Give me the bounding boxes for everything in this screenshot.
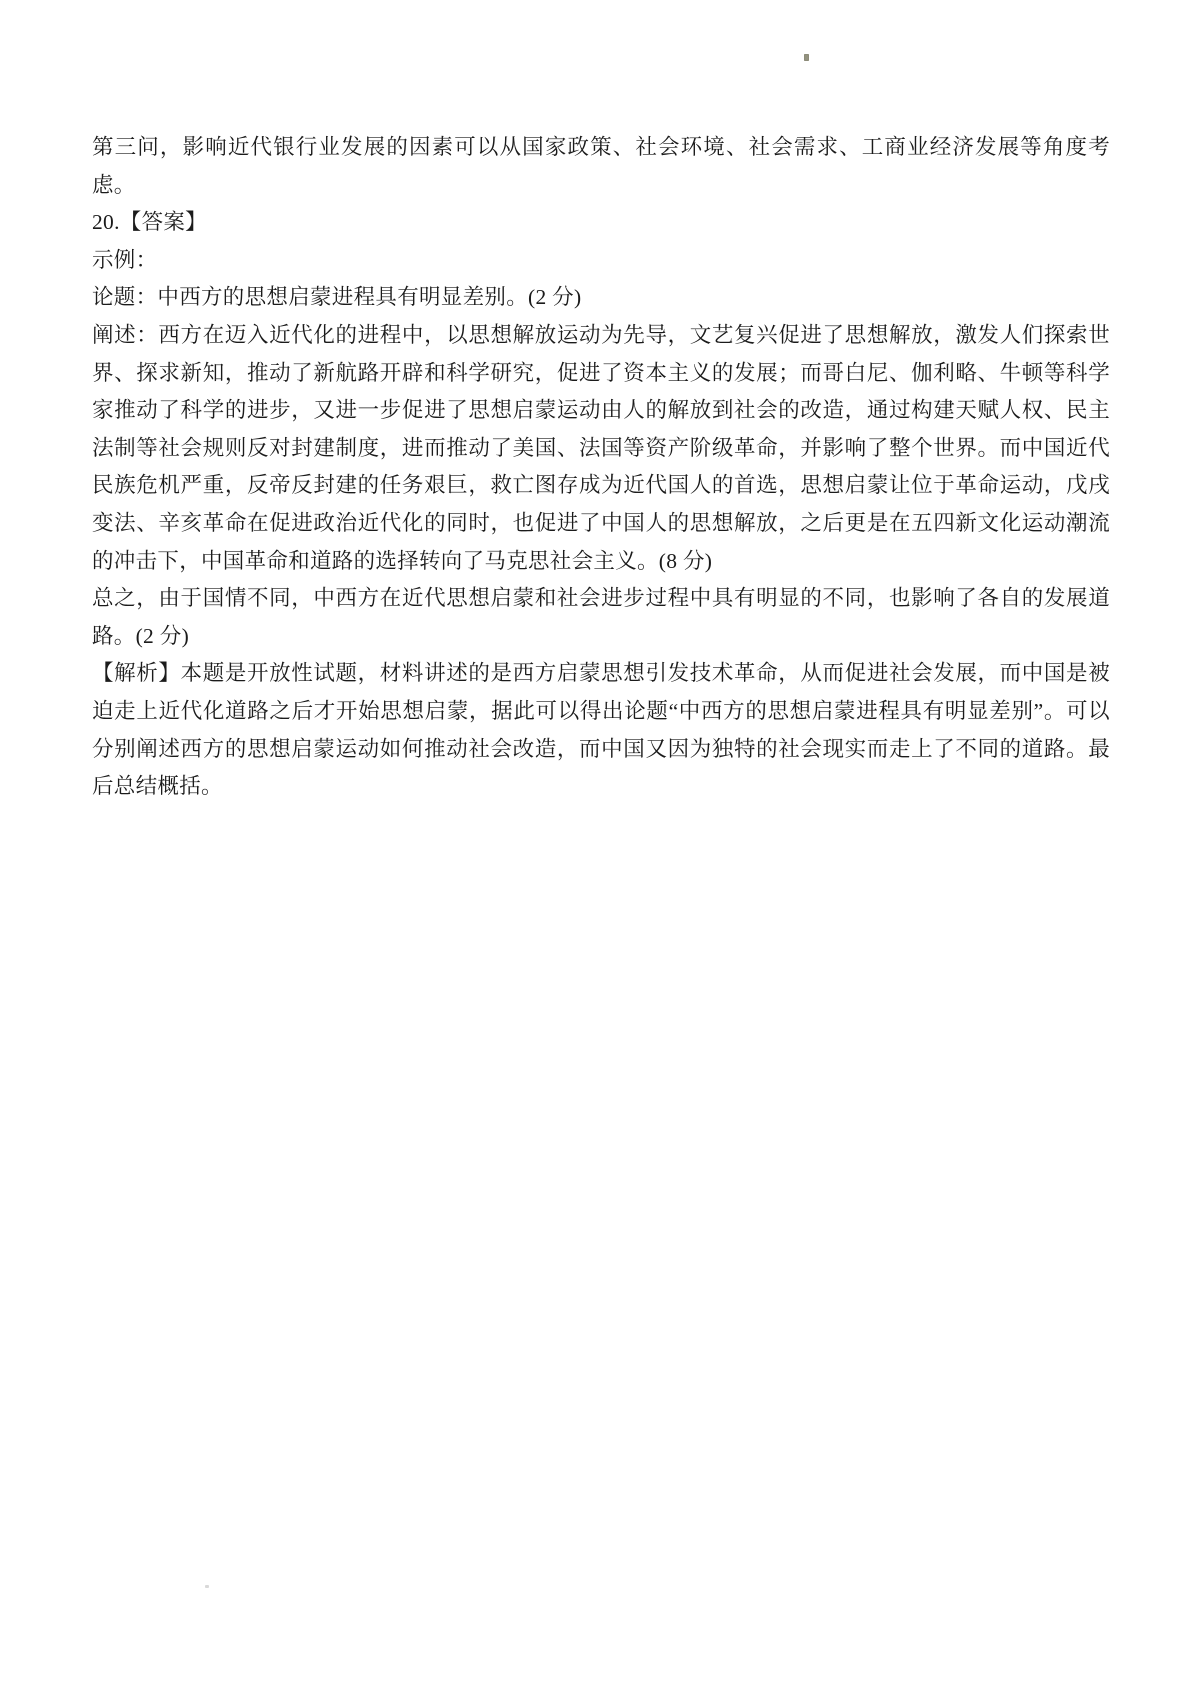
paragraph-question20-answer-label: 20.【答案】: [92, 210, 207, 235]
scan-speck-top: [804, 54, 809, 61]
paragraph-analysis: 【解析】本题是开放性试题，材料讲述的是西方启蒙思想引发技术革命，从而促进社会发展，而中国是被迫走上近代化道路之后才开始思想启蒙，据此可以得出论题“中西方的思想启蒙进程具有明显差别”。可以分别阐述西方的思想启蒙运动如何推动社会改造，而中国又因为独特的社会现实而走上了不同的道路。最后总结概括。: [92, 661, 1110, 799]
scan-speck-bottom: [205, 1585, 209, 1588]
paragraph-third-question-note: 第三问，影响近代银行业发展的因素可以从国家政策、社会环境、社会需求、工商业经济发展等角度考虑。: [92, 135, 1110, 197]
answer-text-block: [92, 129, 1110, 806]
paragraph-conclusion: 总之，由于国情不同，中西方在近代思想启蒙和社会进步过程中具有明显的不同，也影响了各自的发展道路。(2 分): [92, 586, 1110, 648]
paragraph-elaboration: 阐述：西方在迈入近代化的进程中，以思想解放运动为先导，文艺复兴促进了思想解放，激发人们探索世界、探求新知，推动了新航路开辟和科学研究，促进了资本主义的发展；而哥白尼、伽利略、牛顿等科学家推动了科学的进步，又进一步促进了思想启蒙运动由人的解放到社会的改造，通过构建天赋人权、民主法制等社会规则反对封建制度，进而推动了美国、法国等资产阶级革命，并影响了整个世界。而中国近代民族危机严重，反帝反封建的任务艰巨，救亡图存成为近代国人的首选，思想启蒙让位于革命运动，戊戌变法、辛亥革命在促进政治近代化的同时，也促进了中国人的思想解放，之后更是在五四新文化运动潮流的冲击下，中国革命和道路的选择转向了马克思社会主义。(8 分): [92, 322, 1110, 573]
paragraph-example-label: 示例：: [92, 247, 158, 272]
paragraph-thesis: 论题：中西方的思想启蒙进程具有明显差别。(2 分): [92, 285, 582, 310]
